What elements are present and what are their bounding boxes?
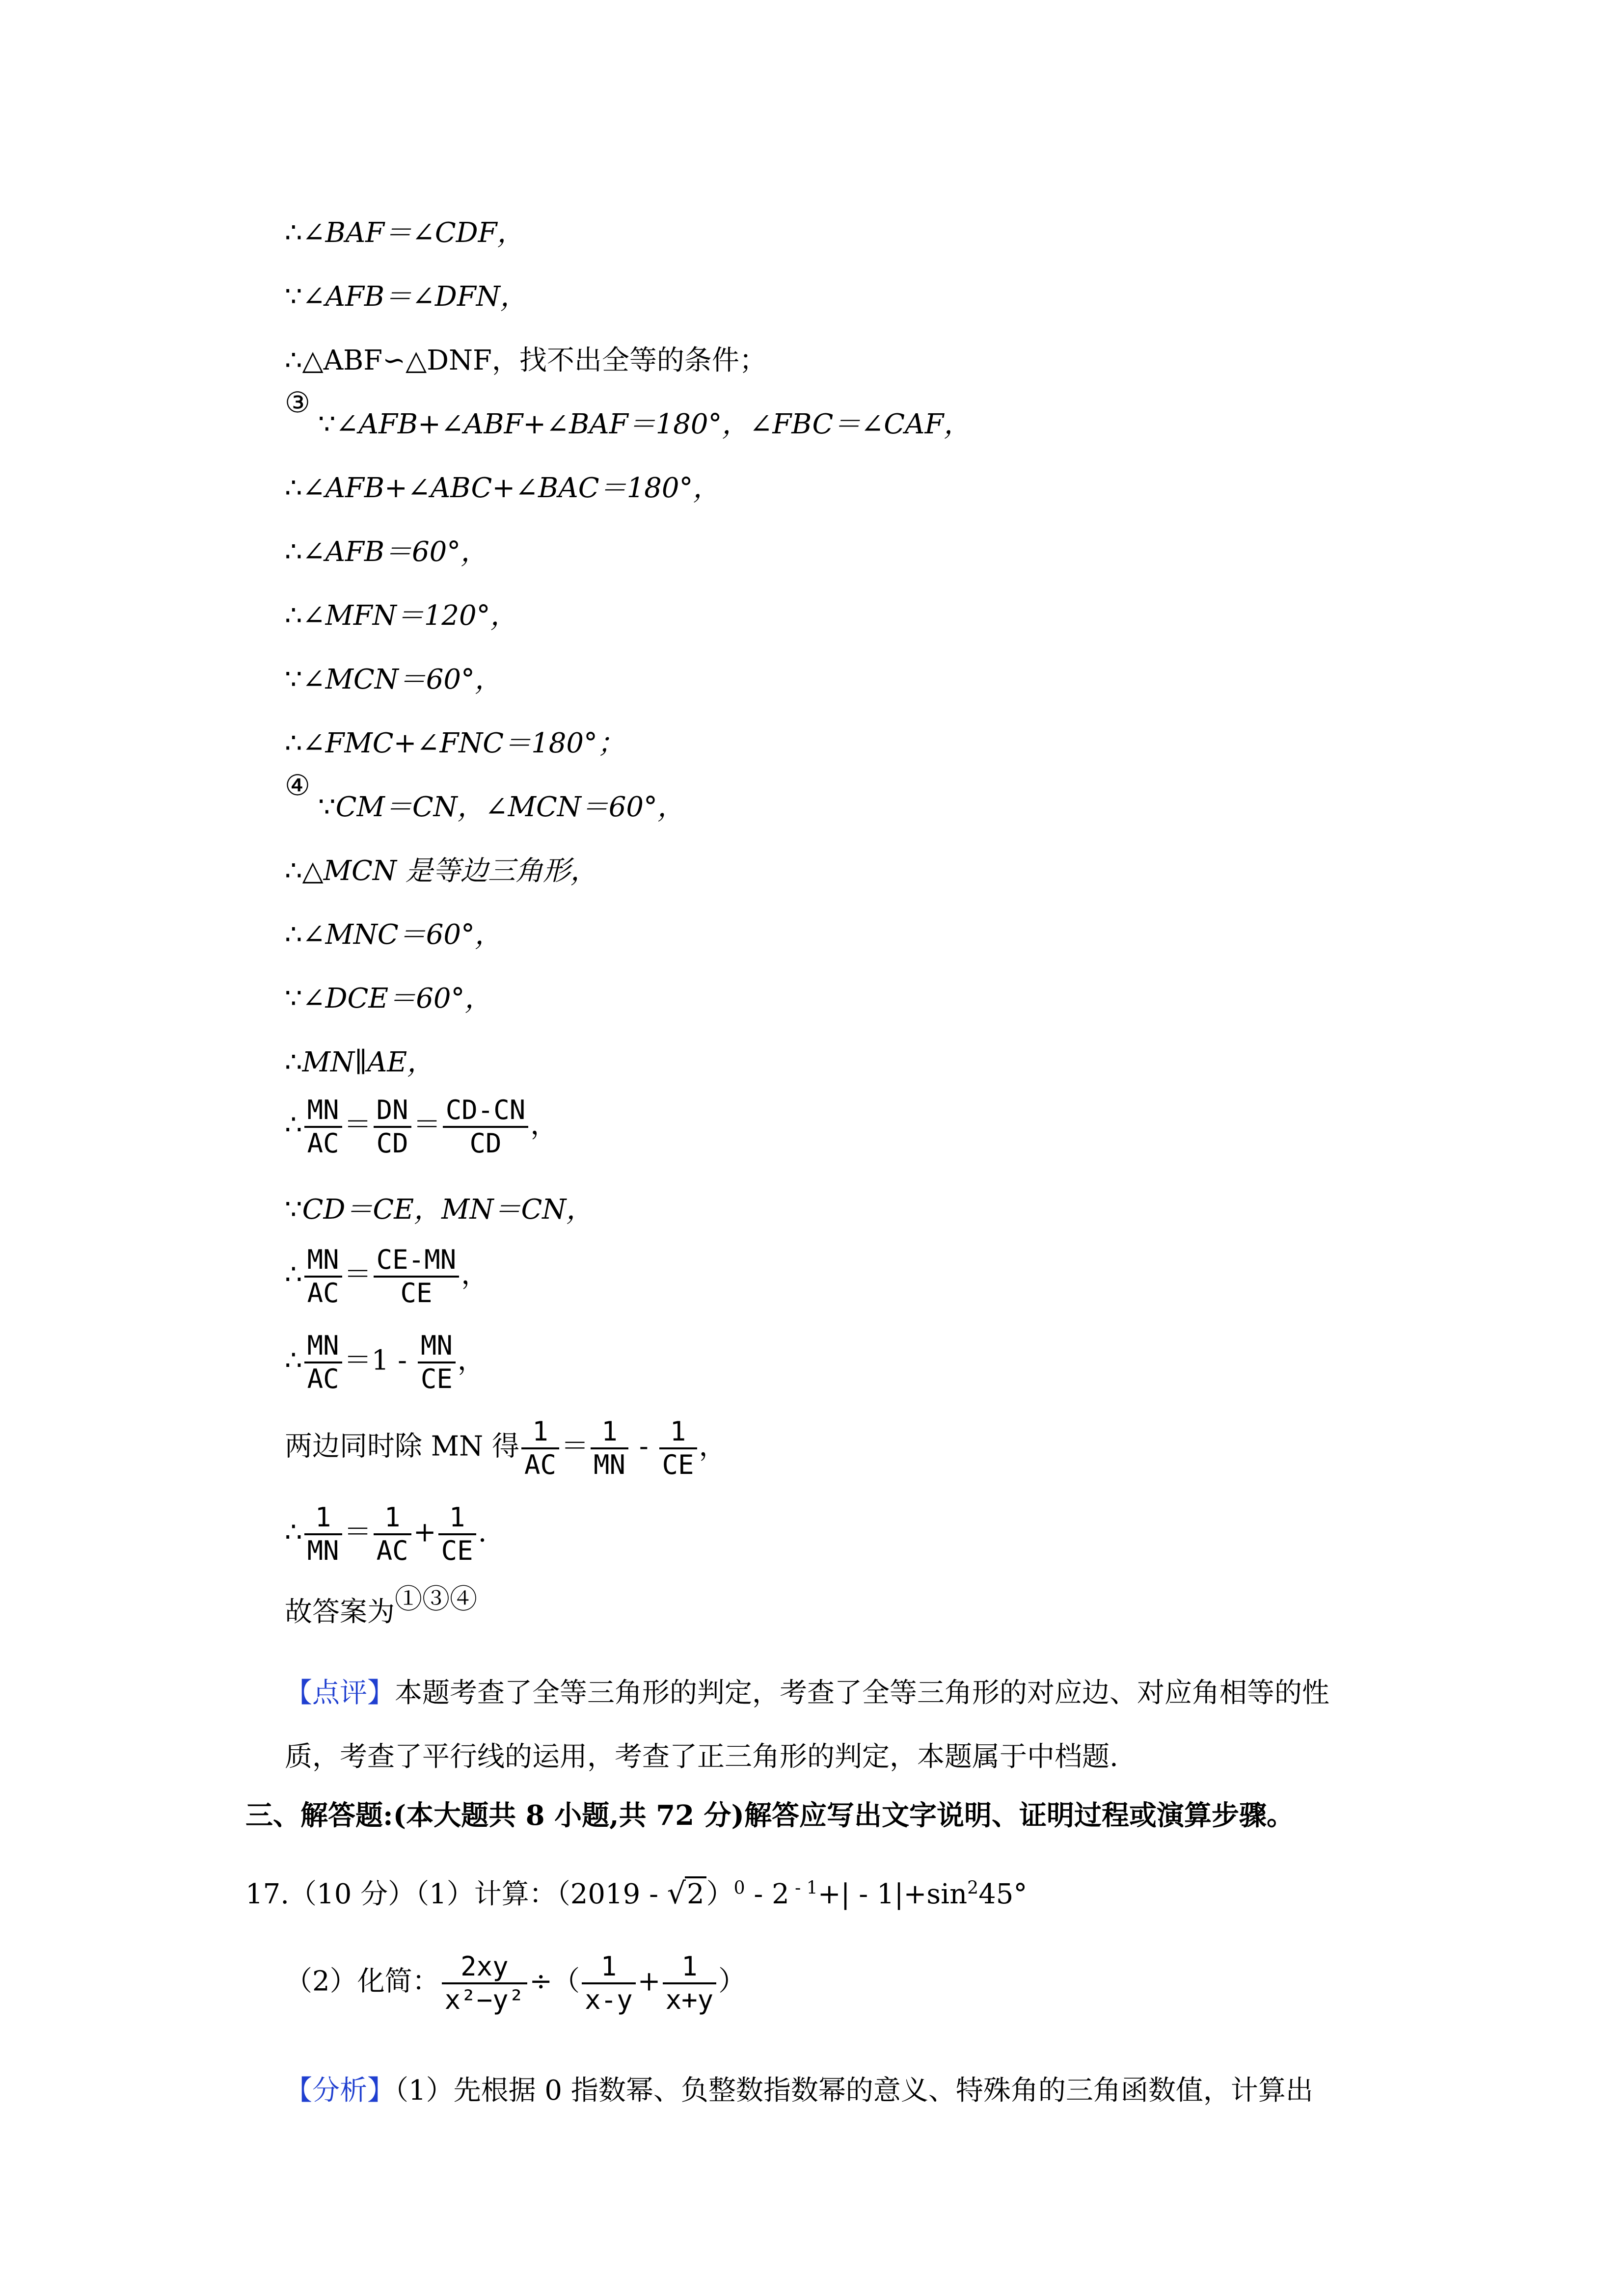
proof-line: ∴MN∥AE，: [285, 1046, 435, 1078]
analysis-block: [285, 2059, 1384, 2123]
comment-label: 【点评】: [285, 1677, 395, 1709]
fraction: $\frac{MN}{AC}$: [304, 1330, 342, 1395]
question-17-part2: （2）化简： $\frac{2xy}{\text{x²−y²}}$ ÷（ $\frac{1}{x-y}$ + $\frac{1}{x+y}$ ）: [285, 1951, 746, 2015]
comment-text: 本题考查了全等三角形的判定，考查了全等三角形的对应边、对应角相等的性: [395, 1677, 1329, 1709]
question-17-part1: 17.（10 分）（1）计算：（2019 - √2）$^0$ - 2 $^{- 1}+| - 1|+\sin^245^\circ$: [245, 1876, 1028, 1911]
comment-text: 质，考查了平行线的运用，考查了正三角形的判定，本题属于中档题.: [285, 1741, 1118, 1773]
analysis-label: 【分析】: [285, 2075, 395, 2107]
proof-line: ∵∠AFB＝∠DFN，: [285, 281, 528, 313]
fraction-equation: ∴ $\frac{MN}{AC}$ ＝ $\frac{CE-MN}{CE}$ ，: [285, 1244, 489, 1308]
step-marker: ④: [285, 769, 310, 802]
fraction: $\frac{MN}{CE}$: [418, 1330, 456, 1395]
answer-choices: ①③④: [395, 1583, 477, 1615]
fraction: $\frac{1}{MN}$: [591, 1416, 628, 1481]
fraction: $\frac{MN}{AC}$: [304, 1095, 342, 1159]
proof-line: ∴∠AFB＝60°，: [285, 536, 488, 568]
proof-line: ∴∠MFN＝120°，: [285, 600, 518, 632]
fraction: $\frac{DN}{CD}$: [374, 1095, 411, 1159]
fraction: $\frac{MN}{AC}$: [304, 1244, 342, 1309]
proof-line: ∵∠DCE＝60°，: [285, 983, 492, 1015]
fraction-equation: ∴ $\frac{1}{MN}$ ＝ $\frac{1}{AC}$ + $\frac{1}{CE}$ .: [285, 1502, 487, 1566]
proof-line: ∴∠AFB+∠ABC+∠BAC＝180°，: [285, 472, 721, 504]
proof-line: ∴∠MNC＝60°，: [285, 919, 503, 951]
proof-line: ∴∠FMC+∠FNC＝180°；: [285, 727, 625, 759]
fraction-equation: ∴ $\frac{MN}{AC}$ ＝ $\frac{DN}{CD}$ ＝ $\frac{CD-CN}{CD}$ ，: [285, 1095, 558, 1159]
proof-line: ∵∠MCN＝60°，: [285, 664, 503, 695]
fraction-equation: ∴ $\frac{MN}{AC}$ ＝1 - $\frac{MN}{CE}$ ，: [285, 1330, 485, 1394]
proof-line: ∵∠AFB+∠ABF+∠BAF＝180°，∠FBC＝∠CAF，: [318, 408, 972, 440]
fraction: $\frac{1}{x+y}$: [663, 1951, 717, 2016]
fraction: $\frac{CD-CN}{CD}$: [443, 1095, 529, 1159]
fraction-equation: 两边同时除 MN 得 $\frac{1}{AC}$ ＝ $\frac{1}{MN}$ - $\frac{1}{CE}$ ，: [285, 1416, 727, 1480]
section-heading: 三、解答题:(本大题共 8 小题,共 72 分)解答应写出文字说明、证明过程或演算步骤。: [245, 1799, 1295, 1832]
proof-line: ∵CD＝CE，MN＝CN，: [285, 1194, 594, 1226]
fraction: $\frac{1}{CE}$: [438, 1502, 476, 1567]
answer-line: 故答案为①③④: [285, 1583, 477, 1628]
fraction: $\frac{1}{AC}$: [374, 1502, 411, 1567]
comment-block: [285, 1661, 1384, 1789]
step-marker: ③: [285, 386, 310, 419]
analysis-text: （1）先根据 0 指数幂、负整数指数幂的意义、特殊角的三角函数值，计算出: [395, 2075, 1313, 2107]
fraction: $\frac{1}{x-y}$: [582, 1951, 636, 2016]
proof-line: ∵CM＝CN，∠MCN＝60°，: [318, 791, 685, 823]
fraction: $\frac{1}{MN}$: [304, 1502, 342, 1567]
proof-line: ∴△MCN 是等边三角形，: [285, 855, 598, 887]
proof-line: ∴△ABF∽△DNF，找不出全等的条件；: [285, 345, 767, 376]
fraction: $\frac{1}{AC}$: [521, 1416, 559, 1481]
proof-line: ∴∠BAF＝∠CDF，: [285, 217, 525, 249]
fraction: $\frac{CE-MN}{CE}$: [374, 1244, 460, 1309]
fraction: $\frac{1}{CE}$: [659, 1416, 697, 1481]
fraction: $\frac{2xy}{\text{x²−y²}}$: [442, 1951, 528, 2016]
